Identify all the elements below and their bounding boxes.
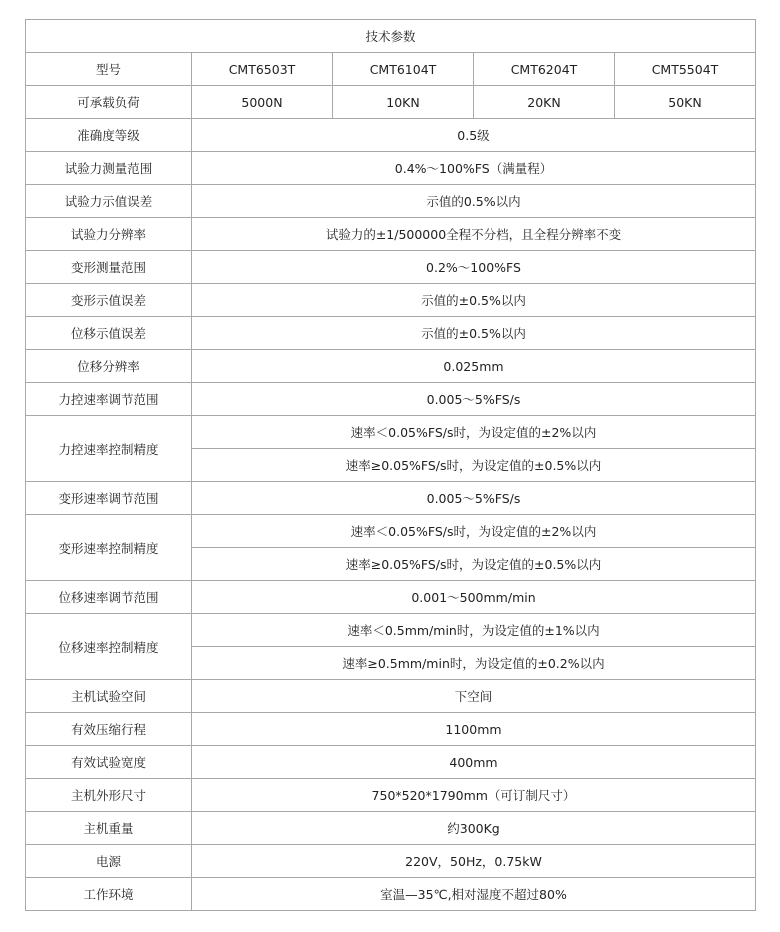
row-label: 电源 bbox=[26, 845, 192, 878]
spec-value: 速率＜0.5mm/min时，为设定值的±1%以内 bbox=[192, 614, 756, 647]
row-label: 主机试验空间 bbox=[26, 680, 192, 713]
spec-value: 速率≥0.05%FS/s时，为设定值的±0.5%以内 bbox=[192, 548, 756, 581]
spec-row bbox=[26, 515, 756, 548]
spec-value: 0.025mm bbox=[192, 350, 756, 383]
spec-value: 220V，50Hz，0.75kW bbox=[192, 845, 756, 878]
row-label: 变形速率控制精度 bbox=[26, 515, 192, 581]
load-row bbox=[26, 86, 756, 119]
spec-table bbox=[25, 19, 756, 911]
row-label: 准确度等级 bbox=[26, 119, 192, 152]
spec-row bbox=[26, 317, 756, 350]
spec-row bbox=[26, 878, 756, 911]
spec-value: 示值的±0.5%以内 bbox=[192, 284, 756, 317]
title-row bbox=[26, 20, 756, 53]
spec-row bbox=[26, 119, 756, 152]
spec-value: 速率≥0.5mm/min时，为设定值的±0.2%以内 bbox=[192, 647, 756, 680]
spec-value: 0.005～5%FS/s bbox=[192, 383, 756, 416]
spec-row bbox=[26, 680, 756, 713]
spec-value: 试验力的±1/500000全程不分档，且全程分辨率不变 bbox=[192, 218, 756, 251]
model-cell: CMT5504T bbox=[615, 53, 756, 86]
row-label: 位移示值误差 bbox=[26, 317, 192, 350]
spec-value: 速率＜0.05%FS/s时，为设定值的±2%以内 bbox=[192, 416, 756, 449]
row-label: 试验力示值误差 bbox=[26, 185, 192, 218]
spec-value: 0.005～5%FS/s bbox=[192, 482, 756, 515]
spec-value: 约300Kg bbox=[192, 812, 756, 845]
spec-value: 0.2%～100%FS bbox=[192, 251, 756, 284]
load-cell: 5000N bbox=[192, 86, 333, 119]
spec-row bbox=[26, 284, 756, 317]
spec-row bbox=[26, 416, 756, 449]
spec-value: 示值的0.5%以内 bbox=[192, 185, 756, 218]
row-label: 位移速率调节范围 bbox=[26, 581, 192, 614]
row-label: 力控速率控制精度 bbox=[26, 416, 192, 482]
spec-value: 0.5级 bbox=[192, 119, 756, 152]
spec-value: 0.4%～100%FS（满量程） bbox=[192, 152, 756, 185]
spec-row bbox=[26, 713, 756, 746]
model-row bbox=[26, 53, 756, 86]
spec-value: 1100mm bbox=[192, 713, 756, 746]
spec-row bbox=[26, 383, 756, 416]
spec-row bbox=[26, 218, 756, 251]
row-label: 力控速率调节范围 bbox=[26, 383, 192, 416]
row-label: 有效试验宽度 bbox=[26, 746, 192, 779]
row-label: 变形示值误差 bbox=[26, 284, 192, 317]
row-label: 变形测量范围 bbox=[26, 251, 192, 284]
spec-value: 速率＜0.05%FS/s时，为设定值的±2%以内 bbox=[192, 515, 756, 548]
row-label: 位移分辨率 bbox=[26, 350, 192, 383]
spec-row bbox=[26, 779, 756, 812]
spec-value: 室温—35℃,相对湿度不超过80% bbox=[192, 878, 756, 911]
row-label: 位移速率控制精度 bbox=[26, 614, 192, 680]
model-cell: CMT6104T bbox=[333, 53, 474, 86]
model-cell: CMT6204T bbox=[474, 53, 615, 86]
row-label: 有效压缩行程 bbox=[26, 713, 192, 746]
spec-row bbox=[26, 152, 756, 185]
row-label: 试验力测量范围 bbox=[26, 152, 192, 185]
spec-value: 速率≥0.05%FS/s时，为设定值的±0.5%以内 bbox=[192, 449, 756, 482]
row-label: 型号 bbox=[26, 53, 192, 86]
spec-value: 750*520*1790mm（可订制尺寸） bbox=[192, 779, 756, 812]
row-label: 变形速率调节范围 bbox=[26, 482, 192, 515]
spec-value: 示值的±0.5%以内 bbox=[192, 317, 756, 350]
spec-row bbox=[26, 812, 756, 845]
row-label: 试验力分辨率 bbox=[26, 218, 192, 251]
row-label: 主机重量 bbox=[26, 812, 192, 845]
spec-value: 下空间 bbox=[192, 680, 756, 713]
spec-row bbox=[26, 185, 756, 218]
spec-row bbox=[26, 482, 756, 515]
model-cell: CMT6503T bbox=[192, 53, 333, 86]
spec-row bbox=[26, 251, 756, 284]
spec-row bbox=[26, 746, 756, 779]
row-label: 可承载负荷 bbox=[26, 86, 192, 119]
spec-value: 0.001～500mm/min bbox=[192, 581, 756, 614]
spec-row bbox=[26, 845, 756, 878]
table-title: 技术参数 bbox=[26, 20, 756, 53]
spec-row bbox=[26, 614, 756, 647]
load-cell: 50KN bbox=[615, 86, 756, 119]
spec-value: 400mm bbox=[192, 746, 756, 779]
spec-row bbox=[26, 581, 756, 614]
row-label: 工作环境 bbox=[26, 878, 192, 911]
spec-row bbox=[26, 350, 756, 383]
load-cell: 20KN bbox=[474, 86, 615, 119]
row-label: 主机外形尺寸 bbox=[26, 779, 192, 812]
load-cell: 10KN bbox=[333, 86, 474, 119]
